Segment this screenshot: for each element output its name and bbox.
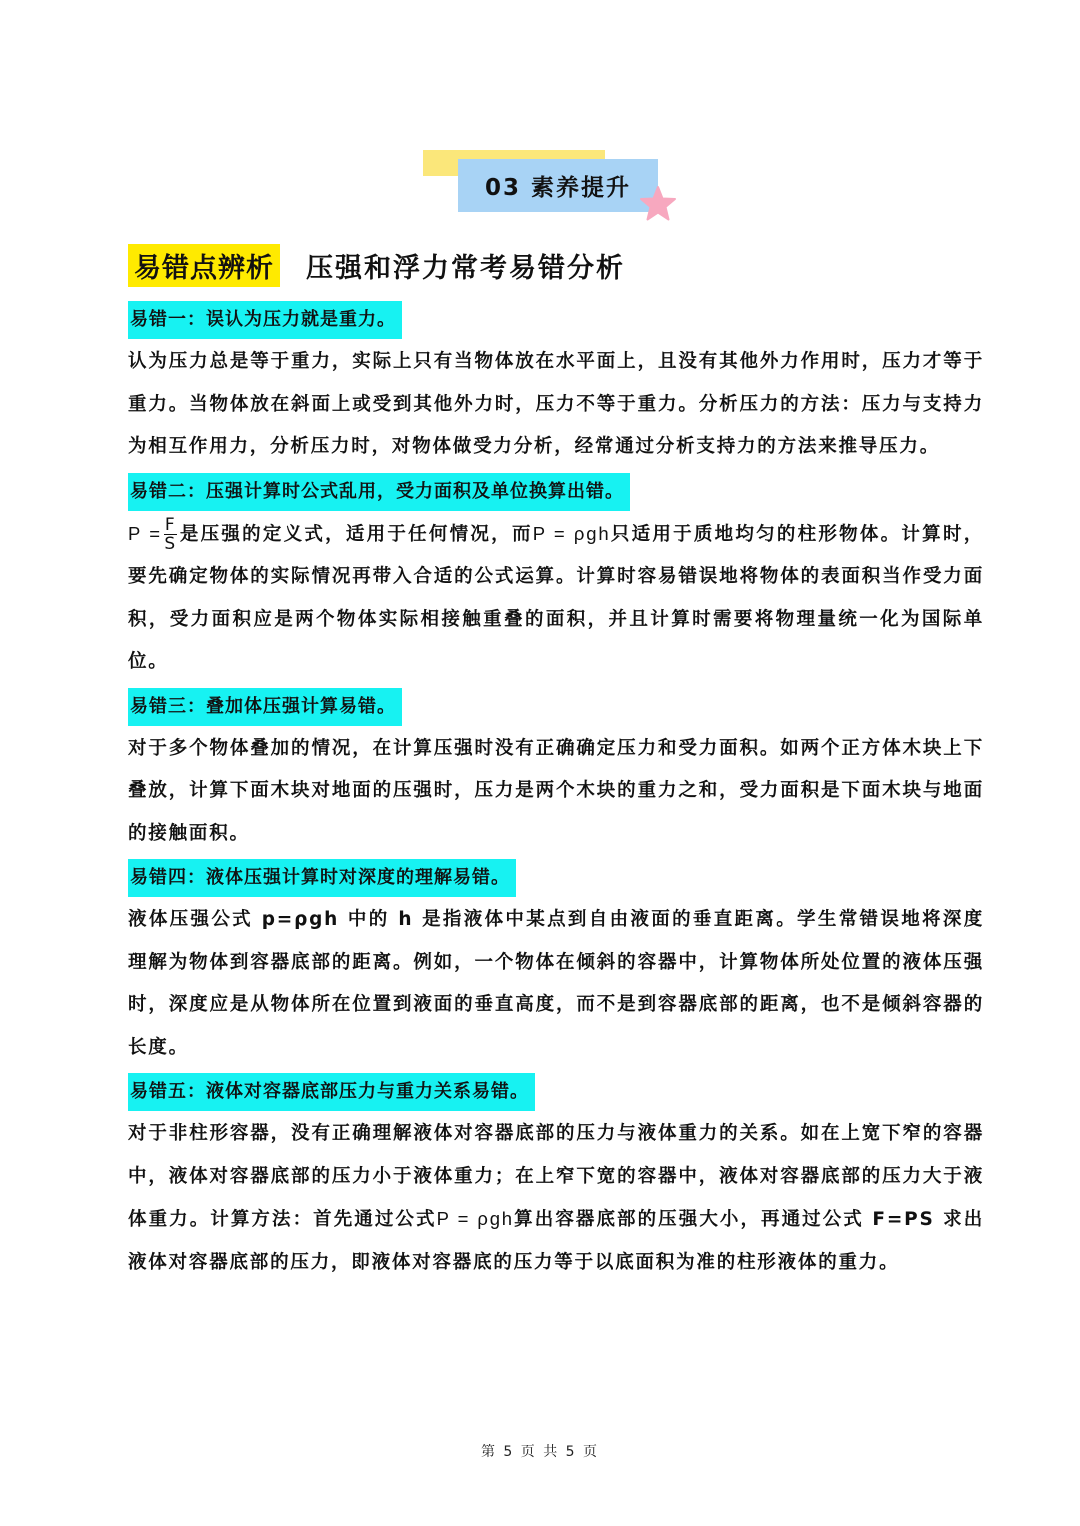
section-heading-3: 易错三：叠加体压强计算易错。 (128, 688, 402, 726)
section-body-2b: 只适用于质地均匀的柱形物体。计算时，要先确定物体的实际情况再带入合适的公式运算。计算时容易错误地将物体的表面积当作受力面积，受力面积应是两个物体实际相接触重叠的面积，并且计算时需要将物理量统一化为国际单位。 (128, 523, 984, 672)
section-body-2 (128, 513, 984, 684)
section-heading-4: 易错四：液体压强计算时对深度的理解易错。 (128, 859, 516, 897)
page-title (128, 244, 625, 287)
section-body-5a: 对于非柱形容器，没有正确理解液体对容器底部的压力与液体重力的关系。如在上宽下窄的容器中，液体对容器底部的压力小于液体重力；在上窄下宽的容器中，液体对容器底部的压力大于液体重力。计算方法：首先通过公式 (128, 1123, 984, 1230)
section-body-4: 液体压强公式 p=ρgh 中的 h 是指液体中某点到自由液面的垂直距离。学生常错误地将深度理解为物体到容器底部的距离。例如，一个物体在倾斜的容器中，计算物体所处位置的液体压强时，深度应是从物体所在位置到液面的垂直高度，而不是到容器底部的距离，也不是倾斜容器的长度。 (128, 909, 984, 1058)
section-banner (420, 148, 682, 228)
section-body-1: 认为压力总是等于重力，实际上只有当物体放在水平面上，且没有其他外力作用时，压力才等于重力。当物体放在斜面上或受到其他外力时，压力不等于重力。分析压力的方法：压力与支持力为相互作用力，分析压力时，对物体做受力分析，经常通过分析支持力的方法来推导压力。 (128, 351, 984, 457)
title-text: 压强和浮力常考易错分析 (306, 253, 625, 284)
section-heading-1: 易错一：误认为压力就是重力。 (128, 301, 402, 339)
section-body-3: 对于多个物体叠加的情况，在计算压强时没有正确确定压力和受力面积。如两个正方体木块上下叠放，计算下面木块对地面的压强时，压力是两个木块的重力之和，受力面积是下面木块与地面的接触面积。 (128, 737, 984, 844)
content (128, 301, 984, 1288)
page-footer: 第 5 页 共 5 页 (480, 1444, 600, 1460)
section-body-5b: 算出容器底部的压强大小，再通过公式 F=PS 求出液体对容器底部的压力，即液体对容器底的压力等于以底面积为准的柱形液体的重力。 (128, 1209, 984, 1273)
fraction-numerator: F (164, 515, 177, 535)
title-tag: 易错点辨析 (128, 244, 280, 287)
star-icon (638, 184, 678, 224)
fraction-denominator: S (164, 534, 177, 554)
section-body-5 (128, 1113, 984, 1284)
formula-rho-g-h: P = ρgh (532, 522, 611, 544)
formula-rho-g-h-2: P = ρgh (436, 1208, 514, 1229)
section-heading-5: 易错五：液体对容器底部压力与重力关系易错。 (128, 1073, 535, 1111)
banner-label: 03 素养提升 (458, 159, 658, 212)
formula-lhs: P = (128, 522, 162, 544)
fraction-f-over-s (164, 516, 178, 553)
section-heading-2: 易错二：压强计算时公式乱用，受力面积及单位换算出错。 (128, 473, 630, 511)
section-body-2a: 是压强的定义式，适用于任何情况，而 (179, 523, 533, 545)
